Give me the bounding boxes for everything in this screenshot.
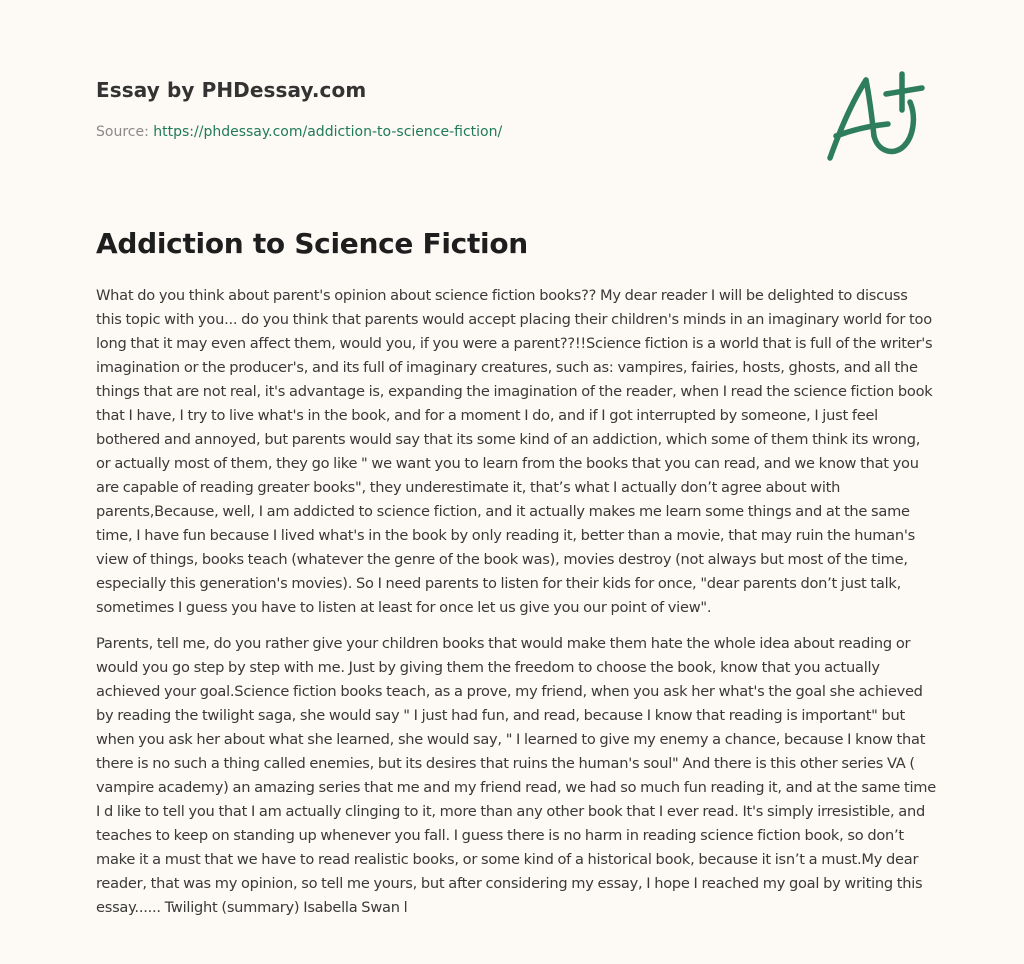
page-header: [96, 74, 796, 142]
article-title: Addiction to Science Fiction: [96, 227, 528, 260]
a-plus-grade-icon: [822, 66, 932, 166]
article-paragraph: What do you think about parent's opinion about science fiction books?? My dear reader I will be delighted to discuss this topic with you... do you think that parents would accept placing their children's minds in an imaginary world for too long that it may even affect them, would you, if you were a parent??!!Science fiction is a world that is full of the writer's imagination or the producer's, and its full of imaginary creatures, such as: vampires, fairies, hosts, ghosts, and all the things that are not real, it's advantage is, expanding the imagination of the reader, when I read the science fiction book that I have, I try to live what's in the book, and for a moment I do, and if I got interrupted by someone, I just feel bothered and annoyed, but parents would say that its some kind of an addiction, which some of them think its wrong, or actually most of them, they go like " we want you to learn from the books that you can read, and we know that you are capable of reading greater books", they underestimate it, that’s what I actually don’t agree about with parents,Because, well, I am addicted to science fiction, and it actually makes me learn some things and at the same time, I have fun because I lived what's in the book by only reading it, better than a movie, that may ruin the human's view of things, books teach (whatever the genre of the book was), movies destroy (not always but most of the time, especially this generation's movies). So I need parents to listen for their kids for once, "dear parents don’t just talk, sometimes I guess you have to listen at least for once let us give you our point of view".: [96, 287, 933, 616]
source-label: Source:: [96, 124, 149, 140]
source-link[interactable]: https://phdessay.com/addiction-to-science-fiction/: [153, 124, 503, 140]
source-line: [96, 122, 796, 142]
site-brand: Essay by PHDessay.com: [96, 78, 367, 102]
article-body: [96, 284, 936, 932]
article-paragraph: Parents, tell me, do you rather give your children books that would make them hate the whole idea about reading or would you go step by step with me. Just by giving them the freedom to choose the book, know that you actually achieved your goal.Science fiction books teach, as a prove, my friend, when you ask her what's the goal she achieved by reading the twilight saga, she would say " I just had fun, and read, because I know that reading is important" but when you ask her about what she learned, she would say, " I learned to give my enemy a chance, because I know that there is no such a thing called enemies, but its desires that ruins the human's soul" And there is this other series VA ( vampire academy) an amazing series that me and my friend read, we had so much fun reading it, and at the same time I d like to tell you that I am actually clinging to it, more than any other book that I ever read. It's simply irresistible, and teaches to keep on standing up whenever you fall. I guess there is no harm in reading science fiction book, so don’t make it a must that we have to read realistic books, or some kind of a historical book, because it isn’t a must.My dear reader, that was my opinion, so tell me yours, but after considering my essay, I hope I reached my goal by writing this essay...... Twilight (summary) Isabella Swan l: [96, 635, 937, 916]
